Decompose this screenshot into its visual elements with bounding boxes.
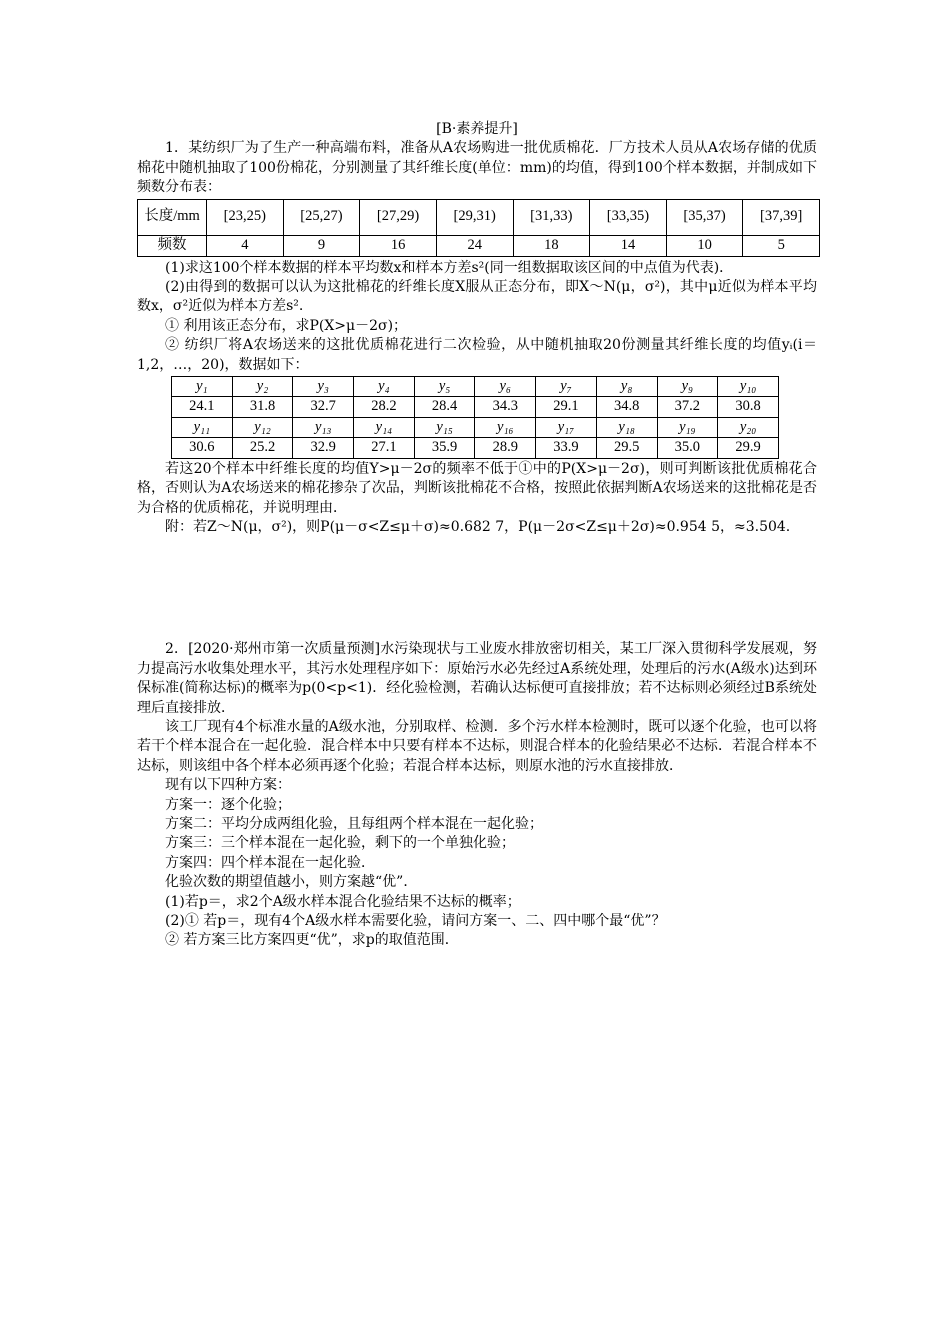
sample-label: y₁₃ — [293, 417, 354, 437]
problem-1-appendix: 附：若Z～N(μ，σ²)，则P(μ－σ<Z≤μ＋σ)≈0.682 7，P(μ－2σ<Z≤μ＋2σ)≈0.954 5，≈3.504. — [165, 518, 791, 535]
sample-label: y₄ — [354, 377, 415, 397]
sample-value: 28.2 — [354, 397, 415, 417]
plan-item: 方案三：三个样本混在一起化验，剩下的一个单独化验； — [165, 835, 515, 852]
table-cell: 14 — [590, 235, 667, 256]
problem-1-part-1: (1)求这100个样本数据的样本平均数x和样本方差s²(同一组数据取该区间的中点值为代表)． — [165, 259, 734, 276]
sample-value: 25.2 — [232, 438, 293, 458]
sample-label: y₇ — [536, 377, 597, 397]
plan-rule: 化验次数的期望值越小，则方案越“优”． — [165, 874, 418, 891]
table-cell: [27,29) — [360, 199, 437, 235]
sample-value: 33.9 — [536, 438, 597, 458]
blank-space — [137, 537, 817, 640]
sample-value: 30.6 — [172, 438, 233, 458]
sample-label: y₁₄ — [354, 417, 415, 437]
plan-item: 方案二：平均分成两组化验，且每组两个样本混在一起化验； — [165, 815, 543, 832]
problem-1-part-2: (2)由得到的数据可以认为这批棉花的纤维长度X服从正态分布，即X～N(μ，σ²)，其中μ近似为样本平均数x，σ²近似为样本方差s². — [137, 279, 817, 315]
table-header-frequency: 频数 — [138, 235, 207, 256]
sample-value: 31.8 — [232, 397, 293, 417]
table-cell: [37,39] — [743, 199, 820, 235]
sample-label: y₅ — [414, 377, 475, 397]
frequency-table — [137, 199, 820, 257]
problem-1-intro: 1．某纺织厂为了生产一种高端布料，准备从A农场购进一批优质棉花．厂方技术人员从A农场存储的优质棉花中随机抽取了100份棉花，分别测量了其纤维长度(单位：mm)的均值，得到100个样本数据，并制成如下频数分布表： — [137, 140, 817, 196]
table-cell: [35,37) — [666, 199, 743, 235]
sample-value: 32.9 — [293, 438, 354, 458]
sample-label: y₁₇ — [536, 417, 597, 437]
sample-value: 27.1 — [354, 438, 415, 458]
sample-label: y₁₅ — [414, 417, 475, 437]
sample-label: y₁ — [172, 377, 233, 397]
table-cell: 16 — [360, 235, 437, 256]
problem-2-part-2-2: ② 若方案三比方案四更“优”，求p的取值范围． — [165, 932, 459, 949]
table-cell: 5 — [743, 235, 820, 256]
table-cell: [31,33) — [513, 199, 590, 235]
sample-value: 30.8 — [718, 397, 779, 417]
table-cell: [25,27) — [283, 199, 360, 235]
sample-label: y₁₁ — [172, 417, 233, 437]
problem-2-paragraph: 该工厂现有4个标准水量的A级水池，分别取样、检测．多个污水样本检测时，既可以逐个化验，也可以将若干个样本混合在一起化验．混合样本中只要有样本不达标，则混合样本的化验结果必不达标．若混合样本不达标，则该组中各个样本必须再逐个化验；若混合样本达标，则原水池的污水直接排放． — [137, 718, 817, 774]
problem-2-part-1: (1)若p＝，求2个A级水样本混合化验结果不达标的概率； — [165, 893, 521, 910]
table-cell: 18 — [513, 235, 590, 256]
sample-value: 32.7 — [293, 397, 354, 417]
sample-value: 37.2 — [657, 397, 718, 417]
sample-label: y₃ — [293, 377, 354, 397]
sample-label: y₁₈ — [596, 417, 657, 437]
problem-1-criterion: 若这20个样本中纤维长度的均值Y>μ－2σ的频率不低于①中的P(X>μ－2σ)，则可判断该批优质棉花合格，否则认为A农场送来的棉花掺杂了次品，判断该批棉花不合格，按照此依据判断A农场送来的这批棉花是否为合格的优质棉花，并说明理由． — [137, 460, 817, 516]
sample-label: y₆ — [475, 377, 536, 397]
problem-2-part-2-1: (2)① 若p＝，现有4个A级水样本需要化验，请问方案一、二、四中哪个最“优”？ — [165, 913, 666, 929]
problem-1-part-2-2: ② 纺织厂将A农场送来的这批优质棉花进行二次检验，从中随机抽取20份测量其纤维长度的均值yᵢ(i＝1,2，…，20)，数据如下： — [137, 337, 817, 373]
sample-value: 34.3 — [475, 397, 536, 417]
table-cell: 10 — [666, 235, 743, 256]
sample-value: 35.9 — [414, 438, 475, 458]
section-title: [B·素养提升] — [436, 121, 518, 137]
sample-value: 24.1 — [172, 397, 233, 417]
sample-value: 29.1 — [536, 397, 597, 417]
sample-value: 29.5 — [596, 438, 657, 458]
table-cell: [33,35) — [590, 199, 667, 235]
sample-value: 35.0 — [657, 438, 718, 458]
sample-label: y₁₉ — [657, 417, 718, 437]
sample-label: y₉ — [657, 377, 718, 397]
table-cell: 4 — [207, 235, 284, 256]
document-page — [137, 120, 817, 951]
sample-value: 29.9 — [718, 438, 779, 458]
plans-intro: 现有以下四种方案： — [165, 777, 291, 794]
table-header-length: 长度/mm — [138, 199, 207, 235]
sample-value: 28.4 — [414, 397, 475, 417]
sample-label: y₁₆ — [475, 417, 536, 437]
problem-1-part-2-1: ① 利用该正态分布，求P(X>μ－2σ)； — [165, 317, 408, 334]
problem-2-intro: 2．[2020·郑州市第一次质量预测]水污染现状与工业废水排放密切相关，某工厂深入贯彻科学发展观，努力提高污水收集处理水平，其污水处理程序如下：原始污水必先经过A系统处理，处理后的污水(A级水)达到环保标准(简称达标)的概率为p(0<p<1)．经化验检测，若确认达标便可直接排放；若不达标则必须经过B系统处理后直接排放． — [137, 641, 817, 716]
plan-item: 方案四：四个样本混在一起化验． — [165, 854, 375, 871]
table-cell: 24 — [436, 235, 513, 256]
sample-value: 28.9 — [475, 438, 536, 458]
sample-label: y₈ — [596, 377, 657, 397]
sample-label: y₁₂ — [232, 417, 293, 437]
sample-table — [171, 376, 779, 459]
table-cell: 9 — [283, 235, 360, 256]
sample-label: y₂₀ — [718, 417, 779, 437]
table-cell: [23,25) — [207, 199, 284, 235]
sample-label: y₂ — [232, 377, 293, 397]
sample-value: 34.8 — [596, 397, 657, 417]
plan-item: 方案一：逐个化验； — [165, 796, 291, 813]
table-cell: [29,31) — [436, 199, 513, 235]
sample-label: y₁₀ — [718, 377, 779, 397]
